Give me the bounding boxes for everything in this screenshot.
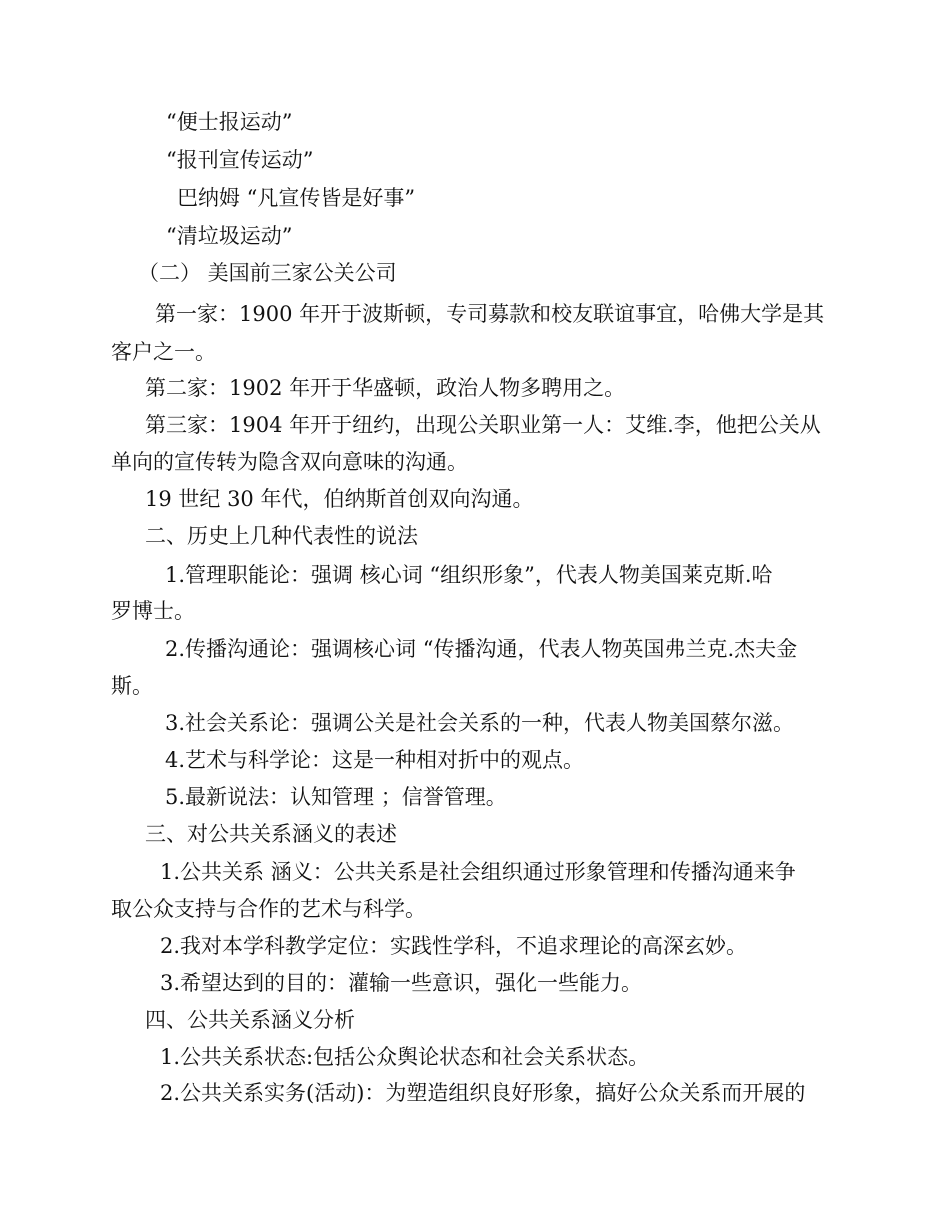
text-line: “便士报运动” — [166, 110, 293, 134]
text-line: 客户之一。 — [111, 340, 216, 364]
text-line: 2.公共关系实务(活动)：为塑造组织良好形象，搞好公众关系而开展的 — [160, 1081, 806, 1105]
text-line: “清垃圾运动” — [166, 224, 293, 248]
section-heading: （二） 美国前三家公关公司 — [138, 261, 397, 285]
text-line: “报刊宣传运动” — [166, 148, 314, 172]
text-line: 2.传播沟通论：强调核心词 “传播沟通，代表人物英国弗兰克.杰夫金 — [165, 637, 798, 661]
section-heading: 二、历史上几种代表性的说法 — [145, 524, 418, 548]
text-line: 斯。 — [111, 674, 153, 698]
text-line: 巴纳姆 “凡宣传皆是好事” — [177, 186, 416, 210]
text-line: 3.社会关系论：强调公关是社会关系的一种，代表人物美国蔡尔滋。 — [165, 711, 795, 735]
text-line: 单向的宣传转为隐含双向意味的沟通。 — [111, 450, 468, 474]
text-line: 第一家：1900 年开于波斯顿，专司募款和校友联谊事宜，哈佛大学是其 — [155, 302, 825, 326]
text-line: 5.最新说法：认知管理 ；信誉管理。 — [165, 785, 507, 809]
text-line: 4.艺术与科学论：这是一种相对折中的观点。 — [165, 748, 585, 772]
text-line: 19 世纪 30 年代，伯纳斯首创双向沟通。 — [145, 487, 534, 511]
text-line: 1.公共关系 涵义：公共关系是社会组织通过形象管理和传播沟通来争 — [160, 860, 796, 884]
text-line: 取公众支持与合作的艺术与科学。 — [111, 897, 426, 921]
text-line: 3.希望达到的目的：灌输一些意识，强化一些能力。 — [160, 971, 643, 995]
section-heading: 四、公共关系涵义分析 — [145, 1008, 355, 1032]
text-line: 第二家：1902 年开于华盛顿，政治人物多聘用之。 — [145, 376, 626, 400]
text-line: 罗博士。 — [111, 599, 195, 623]
text-line: 1.公共关系状态:包括公众舆论状态和社会关系状态。 — [160, 1045, 650, 1069]
text-line: 第三家：1904 年开于纽约，出现公关职业第一人：艾维.李，他把公关从 — [145, 413, 821, 437]
section-heading: 三、对公共关系涵义的表述 — [145, 822, 397, 846]
text-line: 2.我对本学科教学定位：实践性学科，不追求理论的高深玄妙。 — [160, 934, 748, 958]
text-line: 1.管理职能论：强调 核心词 “组织形象”，代表人物美国莱克斯.哈 — [165, 563, 773, 587]
